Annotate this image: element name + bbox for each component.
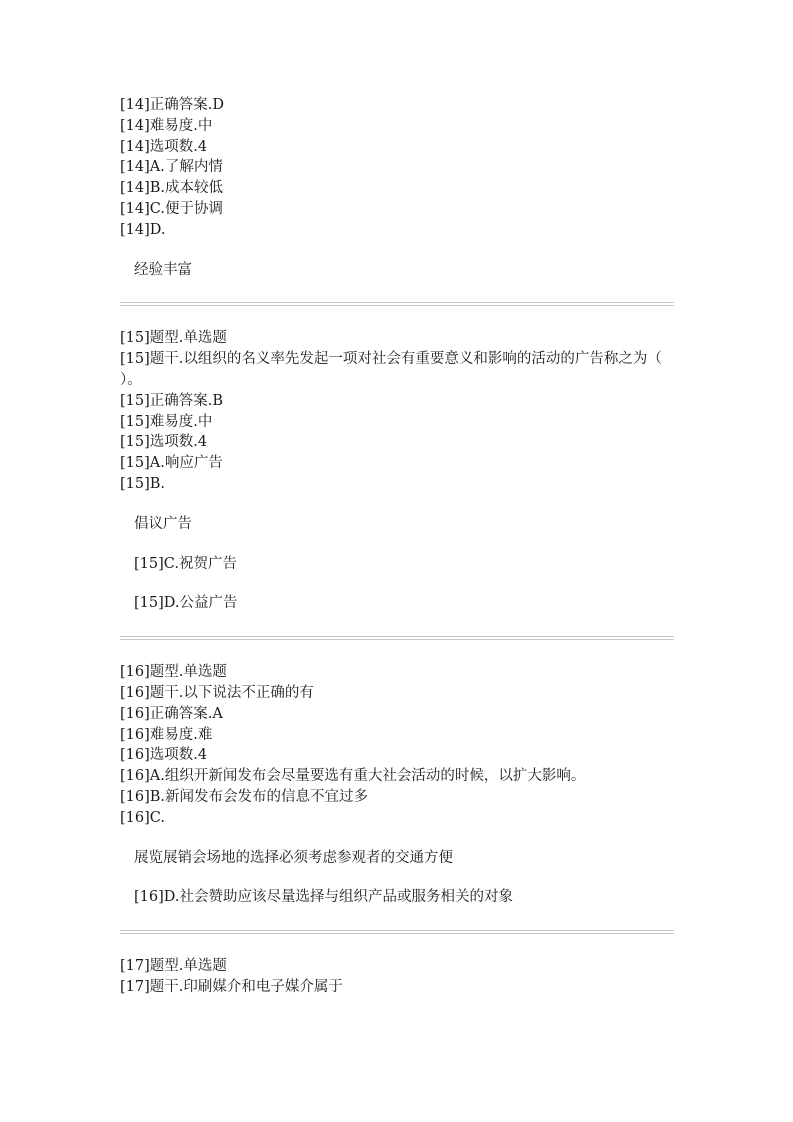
question-14 (120, 95, 674, 280)
q15-stem: [15]题干.以组织的名义率先发起一项对社会有重要意义和影响的活动的广告称之为（ ）。 (120, 351, 662, 388)
q16-type: [16]题型.单选题 (120, 664, 227, 681)
q16-option-count: [16]选项数.4 (120, 747, 208, 764)
question-16 (120, 662, 674, 908)
q17-type: [17]题型.单选题 (120, 958, 227, 975)
q15-option-b-label: [15]B. (120, 475, 166, 492)
q15-option-d: [15]D.公益广告 (134, 595, 238, 612)
q14-option-b: [14]B.成本较低 (120, 180, 224, 197)
q14-option-d-text: 经验丰富 (134, 261, 192, 278)
q16-option-c-text: 展览展销会场地的选择必须考虑参观者的交通方便 (134, 849, 453, 866)
q16-option-c-label: [16]C. (120, 809, 165, 826)
q16-stem: [16]题干.以下说法不正确的有 (120, 684, 314, 701)
question-15 (120, 328, 674, 614)
q14-answer: [14]正确答案.D (120, 97, 224, 113)
q15-option-c: [15]C.祝贺广告 (134, 555, 237, 572)
q16-option-a: [16]A.组织开新闻发布会尽量要选有重大社会活动的时候，以扩大影响。 (120, 768, 586, 785)
q16-difficulty: [16]难易度.难 (120, 726, 213, 743)
q14-option-count: [14]选项数.4 (120, 138, 208, 155)
q15-difficulty: [15]难易度.中 (120, 413, 213, 430)
section-divider (120, 930, 674, 934)
q14-option-d-label: [14]D. (120, 221, 166, 238)
q15-type: [15]题型.单选题 (120, 330, 227, 347)
q16-option-b: [16]B.新闻发布会发布的信息不宜过多 (120, 788, 369, 805)
q15-option-a: [15]A.响应广告 (120, 455, 223, 472)
q15-answer: [15]正确答案.B (120, 392, 224, 409)
section-divider (120, 302, 674, 306)
section-divider (120, 636, 674, 640)
q16-answer: [16]正确答案.A (120, 705, 223, 722)
q14-option-a: [14]A.了解内情 (120, 159, 223, 176)
q16-option-d: [16]D.社会赞助应该尽量选择与组织产品或服务相关的对象 (134, 889, 513, 906)
question-17 (120, 956, 674, 998)
q15-option-count: [15]选项数.4 (120, 434, 208, 451)
q14-option-c: [14]C.便于协调 (120, 200, 223, 217)
q17-stem: [17]题干.印刷媒介和电子媒介属于 (120, 978, 343, 995)
document-page (120, 95, 674, 998)
q14-difficulty: [14]难易度.中 (120, 117, 213, 134)
q15-option-b-text: 倡议广告 (134, 515, 192, 532)
